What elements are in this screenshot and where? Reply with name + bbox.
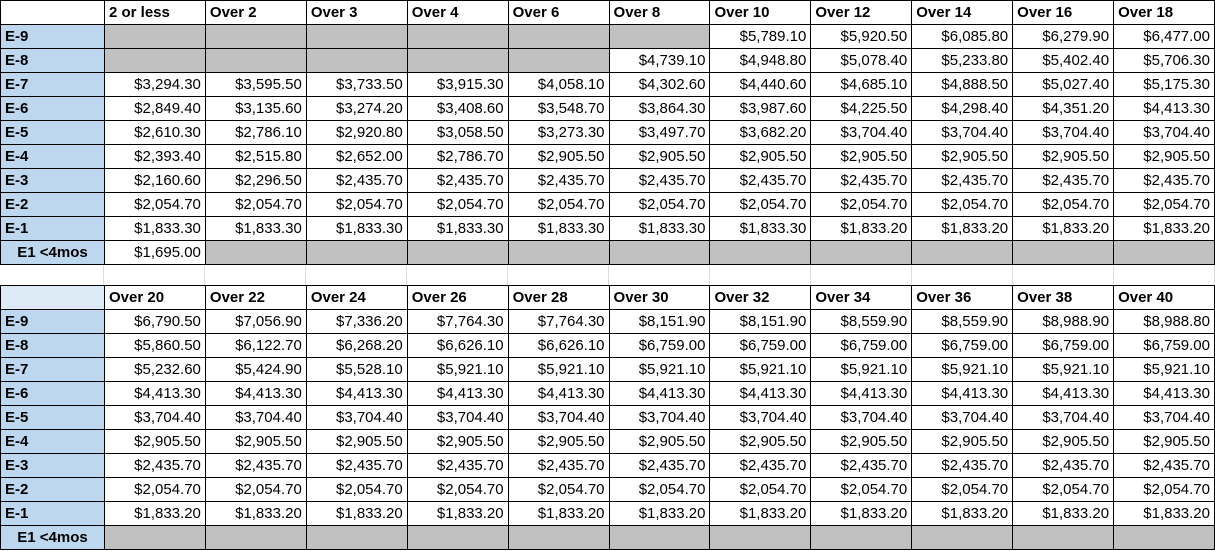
value-cell[interactable]: $2,905.50	[609, 430, 710, 454]
column-header-cell[interactable]: Over 10	[710, 1, 811, 25]
value-cell[interactable]: $3,682.20	[710, 121, 811, 145]
value-cell[interactable]: $1,833.30	[609, 217, 710, 241]
value-cell[interactable]: $4,058.10	[508, 73, 609, 97]
na-cell[interactable]	[407, 25, 508, 49]
value-cell[interactable]: $1,833.20	[1013, 217, 1114, 241]
value-cell[interactable]: $3,704.40	[407, 406, 508, 430]
table-row	[1, 406, 1215, 430]
column-header-cell[interactable]: Over 3	[306, 1, 407, 25]
value-cell[interactable]: $1,833.20	[407, 502, 508, 526]
value-cell[interactable]: $3,915.30	[407, 73, 508, 97]
corner-cell[interactable]	[1, 286, 105, 310]
value-cell[interactable]: $5,921.10	[811, 358, 912, 382]
table-row	[1, 334, 1215, 358]
value-cell[interactable]: $8,559.90	[912, 310, 1013, 334]
value-cell[interactable]: $1,833.20	[1114, 502, 1215, 526]
na-cell[interactable]	[407, 49, 508, 73]
grid-gap-column	[205, 265, 306, 285]
column-header-cell[interactable]: Over 32	[710, 286, 811, 310]
value-cell[interactable]: $7,336.20	[306, 310, 407, 334]
grid-gap-column	[710, 265, 811, 285]
value-cell[interactable]: $3,548.70	[508, 97, 609, 121]
value-cell[interactable]: $2,054.70	[407, 478, 508, 502]
value-cell[interactable]: $2,652.00	[306, 145, 407, 169]
value-cell[interactable]: $3,273.30	[508, 121, 609, 145]
na-cell[interactable]	[1114, 526, 1215, 550]
value-cell[interactable]: $2,296.50	[205, 169, 306, 193]
value-cell[interactable]: $2,905.50	[407, 430, 508, 454]
row-label-cell[interactable]: E-8	[1, 49, 105, 73]
value-cell[interactable]: $1,833.20	[811, 217, 912, 241]
row-label-cell[interactable]: E-9	[1, 25, 105, 49]
value-cell[interactable]: $2,435.70	[407, 454, 508, 478]
value-cell[interactable]: $5,232.60	[105, 358, 206, 382]
column-header-cell[interactable]: Over 24	[306, 286, 407, 310]
row-label-cell[interactable]: E-3	[1, 454, 105, 478]
column-header-cell[interactable]: Over 34	[811, 286, 912, 310]
value-cell[interactable]: $2,054.70	[1013, 478, 1114, 502]
value-cell[interactable]: $3,704.40	[1013, 121, 1114, 145]
value-cell[interactable]: $2,435.70	[1013, 169, 1114, 193]
value-cell[interactable]: $6,759.00	[811, 334, 912, 358]
na-cell[interactable]	[306, 526, 407, 550]
value-cell[interactable]: $1,833.20	[811, 502, 912, 526]
na-cell[interactable]	[205, 526, 306, 550]
table-row	[1, 241, 1215, 265]
column-header-cell[interactable]: Over 28	[508, 286, 609, 310]
table-row	[1, 97, 1215, 121]
value-cell[interactable]: $6,626.10	[508, 334, 609, 358]
table-row	[1, 73, 1215, 97]
grid-gap-column	[0, 265, 104, 285]
na-cell[interactable]	[105, 49, 206, 73]
table-row	[1, 430, 1215, 454]
value-cell[interactable]: $2,435.70	[407, 169, 508, 193]
column-header-cell[interactable]: Over 22	[205, 286, 306, 310]
value-cell[interactable]: $2,054.70	[407, 193, 508, 217]
na-cell[interactable]	[710, 526, 811, 550]
value-cell[interactable]: $6,626.10	[407, 334, 508, 358]
column-header-cell[interactable]: Over 30	[609, 286, 710, 310]
value-cell[interactable]: $8,988.80	[1114, 310, 1215, 334]
table-row	[1, 217, 1215, 241]
column-header-cell[interactable]: Over 38	[1013, 286, 1114, 310]
value-cell[interactable]: $7,056.90	[205, 310, 306, 334]
value-cell[interactable]: $4,298.40	[912, 97, 1013, 121]
table-row	[1, 478, 1215, 502]
value-cell[interactable]: $2,435.70	[306, 169, 407, 193]
value-cell[interactable]: $2,786.10	[205, 121, 306, 145]
value-cell[interactable]: $5,402.40	[1013, 49, 1114, 73]
row-label-cell[interactable]: E-5	[1, 121, 105, 145]
value-cell[interactable]: $1,833.20	[912, 217, 1013, 241]
value-cell[interactable]: $6,790.50	[105, 310, 206, 334]
value-cell[interactable]: $3,987.60	[710, 97, 811, 121]
value-cell[interactable]: $2,905.50	[710, 430, 811, 454]
row-label-cell[interactable]: E-2	[1, 193, 105, 217]
value-cell[interactable]: $2,905.50	[1114, 430, 1215, 454]
table-row	[1, 121, 1215, 145]
value-cell[interactable]: $6,759.00	[609, 334, 710, 358]
grid-gap-column	[1013, 265, 1114, 285]
corner-cell[interactable]	[1, 1, 105, 25]
value-cell[interactable]: $2,054.70	[811, 478, 912, 502]
value-cell[interactable]: $1,833.30	[105, 217, 206, 241]
table-row	[1, 169, 1215, 193]
grid-gap-column	[1114, 265, 1215, 285]
value-cell[interactable]: $5,706.30	[1114, 49, 1215, 73]
column-header-cell[interactable]: Over 4	[407, 1, 508, 25]
value-cell[interactable]: $5,921.10	[609, 358, 710, 382]
row-label-cell[interactable]: E1 <4mos	[1, 526, 105, 550]
value-cell[interactable]: $2,054.70	[306, 193, 407, 217]
value-cell[interactable]: $2,054.70	[1114, 478, 1215, 502]
value-cell[interactable]: $2,435.70	[811, 169, 912, 193]
value-cell[interactable]: $6,759.00	[710, 334, 811, 358]
na-cell[interactable]	[205, 241, 306, 265]
value-cell[interactable]: $5,233.80	[912, 49, 1013, 73]
column-header-cell[interactable]: Over 18	[1114, 1, 1215, 25]
value-cell[interactable]: $5,424.90	[205, 358, 306, 382]
value-cell[interactable]: $8,151.90	[710, 310, 811, 334]
value-cell[interactable]: $2,393.40	[105, 145, 206, 169]
value-cell[interactable]: $1,833.20	[105, 502, 206, 526]
value-cell[interactable]: $2,905.50	[508, 145, 609, 169]
value-cell[interactable]: $2,849.40	[105, 97, 206, 121]
value-cell[interactable]: $2,054.70	[306, 478, 407, 502]
value-cell[interactable]: $2,054.70	[105, 478, 206, 502]
value-cell[interactable]: $2,054.70	[710, 193, 811, 217]
table-row	[1, 25, 1215, 49]
value-cell[interactable]: $2,786.70	[407, 145, 508, 169]
value-cell[interactable]: $2,435.70	[609, 169, 710, 193]
value-cell[interactable]: $1,833.20	[609, 502, 710, 526]
na-cell[interactable]	[407, 241, 508, 265]
value-cell[interactable]: $6,279.90	[1013, 25, 1114, 49]
row-label-cell[interactable]: E-2	[1, 478, 105, 502]
value-cell[interactable]: $2,435.70	[1114, 169, 1215, 193]
value-cell[interactable]: $3,704.40	[811, 406, 912, 430]
value-cell[interactable]: $5,027.40	[1013, 73, 1114, 97]
value-cell[interactable]: $2,905.50	[710, 145, 811, 169]
na-cell[interactable]	[508, 241, 609, 265]
na-cell[interactable]	[205, 25, 306, 49]
value-cell[interactable]: $4,413.30	[710, 382, 811, 406]
value-cell[interactable]: $3,058.50	[407, 121, 508, 145]
row-label-cell[interactable]: E1 <4mos	[1, 241, 105, 265]
value-cell[interactable]: $4,413.30	[1114, 97, 1215, 121]
value-cell[interactable]: $4,413.30	[306, 382, 407, 406]
column-header-cell[interactable]: Over 16	[1013, 1, 1114, 25]
table-row	[1, 358, 1215, 382]
na-cell[interactable]	[306, 25, 407, 49]
value-cell[interactable]: $2,435.70	[1114, 454, 1215, 478]
value-cell[interactable]: $4,685.10	[811, 73, 912, 97]
value-cell[interactable]: $6,085.80	[912, 25, 1013, 49]
value-cell[interactable]: $2,905.50	[205, 430, 306, 454]
value-cell[interactable]: $4,413.30	[105, 382, 206, 406]
value-cell[interactable]: $5,860.50	[105, 334, 206, 358]
value-cell[interactable]: $2,054.70	[609, 478, 710, 502]
value-cell[interactable]: $5,078.40	[811, 49, 912, 73]
na-cell[interactable]	[912, 241, 1013, 265]
na-cell[interactable]	[609, 25, 710, 49]
value-cell[interactable]: $2,435.70	[205, 454, 306, 478]
column-header-cell[interactable]: Over 2	[205, 1, 306, 25]
value-cell[interactable]: $4,413.30	[811, 382, 912, 406]
value-cell[interactable]: $3,704.40	[306, 406, 407, 430]
value-cell[interactable]: $2,054.70	[912, 478, 1013, 502]
value-cell[interactable]: $4,351.20	[1013, 97, 1114, 121]
column-header-cell[interactable]: Over 12	[811, 1, 912, 25]
value-cell[interactable]: $2,905.50	[912, 430, 1013, 454]
value-cell[interactable]: $7,764.30	[407, 310, 508, 334]
value-cell[interactable]: $2,054.70	[205, 193, 306, 217]
value-cell[interactable]: $2,054.70	[205, 478, 306, 502]
value-cell[interactable]: $2,920.80	[306, 121, 407, 145]
value-cell[interactable]: $4,413.30	[508, 382, 609, 406]
table-row	[1, 310, 1215, 334]
value-cell[interactable]: $5,920.50	[811, 25, 912, 49]
value-cell[interactable]: $2,905.50	[1013, 145, 1114, 169]
value-cell[interactable]: $1,833.20	[508, 502, 609, 526]
value-cell[interactable]: $2,054.70	[609, 193, 710, 217]
value-cell[interactable]: $1,833.20	[205, 502, 306, 526]
value-cell[interactable]: $2,054.70	[710, 478, 811, 502]
value-cell[interactable]: $2,054.70	[1013, 193, 1114, 217]
na-cell[interactable]	[306, 49, 407, 73]
value-cell[interactable]: $2,610.30	[105, 121, 206, 145]
na-cell[interactable]	[811, 241, 912, 265]
value-cell[interactable]: $5,921.10	[1013, 358, 1114, 382]
value-cell[interactable]: $3,408.60	[407, 97, 508, 121]
value-cell[interactable]: $6,122.70	[205, 334, 306, 358]
value-cell[interactable]: $4,888.50	[912, 73, 1013, 97]
value-cell[interactable]: $4,948.80	[710, 49, 811, 73]
table-row	[1, 454, 1215, 478]
value-cell[interactable]: $2,905.50	[811, 430, 912, 454]
value-cell[interactable]: $1,833.20	[912, 502, 1013, 526]
grid-gap-column	[104, 265, 205, 285]
value-cell[interactable]: $2,905.50	[811, 145, 912, 169]
value-cell[interactable]: $3,274.20	[306, 97, 407, 121]
value-cell[interactable]: $4,225.50	[811, 97, 912, 121]
value-cell[interactable]: $2,435.70	[710, 454, 811, 478]
row-label-cell[interactable]: E-5	[1, 406, 105, 430]
value-cell[interactable]: $3,704.40	[710, 406, 811, 430]
value-cell[interactable]: $4,413.30	[1013, 382, 1114, 406]
value-cell[interactable]: $8,559.90	[811, 310, 912, 334]
value-cell[interactable]: $2,905.50	[1114, 145, 1215, 169]
table-row	[1, 502, 1215, 526]
value-cell[interactable]: $1,833.20	[306, 502, 407, 526]
value-cell[interactable]: $3,704.40	[508, 406, 609, 430]
grid-gap	[0, 265, 1215, 285]
na-cell[interactable]	[609, 241, 710, 265]
grid-gap-column	[912, 265, 1013, 285]
value-cell[interactable]: $7,764.30	[508, 310, 609, 334]
value-cell[interactable]: $3,704.40	[1013, 406, 1114, 430]
value-cell[interactable]: $2,054.70	[912, 193, 1013, 217]
value-cell[interactable]: $2,054.70	[105, 193, 206, 217]
value-cell[interactable]: $5,921.10	[1114, 358, 1215, 382]
value-cell[interactable]: $6,477.00	[1114, 25, 1215, 49]
value-cell[interactable]: $6,759.00	[1114, 334, 1215, 358]
value-cell[interactable]: $1,833.30	[306, 217, 407, 241]
value-cell[interactable]: $3,704.40	[105, 406, 206, 430]
value-cell[interactable]: $4,440.60	[710, 73, 811, 97]
na-cell[interactable]	[105, 526, 206, 550]
value-cell[interactable]: $5,175.30	[1114, 73, 1215, 97]
value-cell[interactable]: $2,435.70	[710, 169, 811, 193]
value-cell[interactable]: $5,789.10	[710, 25, 811, 49]
value-cell[interactable]: $2,905.50	[306, 430, 407, 454]
value-cell[interactable]: $5,528.10	[306, 358, 407, 382]
value-cell[interactable]: $1,833.30	[205, 217, 306, 241]
value-cell[interactable]: $3,704.40	[912, 121, 1013, 145]
table-row	[1, 526, 1215, 550]
column-header-cell[interactable]: Over 6	[508, 1, 609, 25]
value-cell[interactable]: $3,497.70	[609, 121, 710, 145]
table-row	[1, 193, 1215, 217]
na-cell[interactable]	[105, 25, 206, 49]
value-cell[interactable]: $3,704.40	[1114, 121, 1215, 145]
na-cell[interactable]	[205, 49, 306, 73]
value-cell[interactable]: $2,054.70	[1114, 193, 1215, 217]
row-label-cell[interactable]: E-9	[1, 310, 105, 334]
value-cell[interactable]: $2,435.70	[609, 454, 710, 478]
value-cell[interactable]: $2,905.50	[105, 430, 206, 454]
value-cell[interactable]: $2,054.70	[811, 193, 912, 217]
na-cell[interactable]	[1013, 241, 1114, 265]
pay-table-upper	[0, 0, 1215, 265]
value-cell[interactable]: $1,833.30	[508, 217, 609, 241]
value-cell[interactable]: $5,921.10	[407, 358, 508, 382]
value-cell[interactable]: $6,759.00	[912, 334, 1013, 358]
value-cell[interactable]: $2,160.60	[105, 169, 206, 193]
value-cell[interactable]: $2,905.50	[1013, 430, 1114, 454]
value-cell[interactable]: $3,733.50	[306, 73, 407, 97]
value-cell[interactable]: $2,054.70	[508, 478, 609, 502]
na-cell[interactable]	[508, 526, 609, 550]
row-label-cell[interactable]: E-8	[1, 334, 105, 358]
column-header-cell[interactable]: Over 26	[407, 286, 508, 310]
grid-gap-column	[811, 265, 912, 285]
na-cell[interactable]	[306, 241, 407, 265]
na-cell[interactable]	[1013, 526, 1114, 550]
value-cell[interactable]: $1,695.00	[105, 241, 206, 265]
value-cell[interactable]: $2,435.70	[912, 169, 1013, 193]
value-cell[interactable]: $6,759.00	[1013, 334, 1114, 358]
row-label-cell[interactable]: E-7	[1, 73, 105, 97]
value-cell[interactable]: $2,905.50	[912, 145, 1013, 169]
table-row	[1, 49, 1215, 73]
value-cell[interactable]: $4,739.10	[609, 49, 710, 73]
row-label-cell[interactable]: E-4	[1, 145, 105, 169]
grid-gap-column	[508, 265, 609, 285]
na-cell[interactable]	[710, 241, 811, 265]
column-header-cell[interactable]: Over 8	[609, 1, 710, 25]
na-cell[interactable]	[1114, 241, 1215, 265]
value-cell[interactable]: $1,833.30	[407, 217, 508, 241]
value-cell[interactable]: $8,988.90	[1013, 310, 1114, 334]
na-cell[interactable]	[508, 25, 609, 49]
na-cell[interactable]	[912, 526, 1013, 550]
value-cell[interactable]: $3,704.40	[205, 406, 306, 430]
value-cell[interactable]: $5,921.10	[912, 358, 1013, 382]
value-cell[interactable]: $2,435.70	[811, 454, 912, 478]
value-cell[interactable]: $3,294.30	[105, 73, 206, 97]
value-cell[interactable]: $1,833.20	[710, 502, 811, 526]
value-cell[interactable]: $3,704.40	[609, 406, 710, 430]
value-cell[interactable]: $1,833.20	[1013, 502, 1114, 526]
value-cell[interactable]: $1,833.20	[1114, 217, 1215, 241]
grid-gap-column	[306, 265, 407, 285]
value-cell[interactable]: $3,704.40	[912, 406, 1013, 430]
value-cell[interactable]: $2,435.70	[912, 454, 1013, 478]
value-cell[interactable]: $4,413.30	[205, 382, 306, 406]
value-cell[interactable]: $8,151.90	[609, 310, 710, 334]
value-cell[interactable]: $4,302.60	[609, 73, 710, 97]
value-cell[interactable]: $2,054.70	[508, 193, 609, 217]
grid-gap-column	[609, 265, 710, 285]
value-cell[interactable]: $5,921.10	[508, 358, 609, 382]
grid-gap-column	[407, 265, 508, 285]
value-cell[interactable]: $3,864.30	[609, 97, 710, 121]
column-header-cell[interactable]: Over 40	[1114, 286, 1215, 310]
value-cell[interactable]: $5,921.10	[710, 358, 811, 382]
value-cell[interactable]: $2,435.70	[105, 454, 206, 478]
value-cell[interactable]: $3,704.40	[1114, 406, 1215, 430]
value-cell[interactable]: $2,435.70	[306, 454, 407, 478]
column-header-cell[interactable]: Over 36	[912, 286, 1013, 310]
na-cell[interactable]	[609, 526, 710, 550]
row-label-cell[interactable]: E-3	[1, 169, 105, 193]
value-cell[interactable]: $2,905.50	[609, 145, 710, 169]
row-label-cell[interactable]: E-6	[1, 382, 105, 406]
na-cell[interactable]	[811, 526, 912, 550]
value-cell[interactable]: $3,135.60	[205, 97, 306, 121]
value-cell[interactable]: $2,435.70	[1013, 454, 1114, 478]
value-cell[interactable]: $4,413.30	[912, 382, 1013, 406]
value-cell[interactable]: $3,595.50	[205, 73, 306, 97]
value-cell[interactable]: $4,413.30	[609, 382, 710, 406]
value-cell[interactable]: $6,268.20	[306, 334, 407, 358]
row-label-cell[interactable]: E-7	[1, 358, 105, 382]
row-label-cell[interactable]: E-1	[1, 217, 105, 241]
na-cell[interactable]	[407, 526, 508, 550]
row-label-cell[interactable]: E-1	[1, 502, 105, 526]
row-label-cell[interactable]: E-6	[1, 97, 105, 121]
value-cell[interactable]: $3,704.40	[811, 121, 912, 145]
value-cell[interactable]: $4,413.30	[407, 382, 508, 406]
value-cell[interactable]: $4,413.30	[1114, 382, 1215, 406]
value-cell[interactable]: $2,905.50	[508, 430, 609, 454]
table-row	[1, 382, 1215, 406]
value-cell[interactable]: $1,833.30	[710, 217, 811, 241]
value-cell[interactable]: $2,515.80	[205, 145, 306, 169]
column-header-cell[interactable]: 2 or less	[105, 1, 206, 25]
column-header-cell[interactable]: Over 14	[912, 1, 1013, 25]
value-cell[interactable]: $2,435.70	[508, 454, 609, 478]
table-row	[1, 145, 1215, 169]
row-label-cell[interactable]: E-4	[1, 430, 105, 454]
na-cell[interactable]	[508, 49, 609, 73]
column-header-cell[interactable]: Over 20	[105, 286, 206, 310]
value-cell[interactable]: $2,435.70	[508, 169, 609, 193]
pay-table-lower	[0, 285, 1215, 550]
